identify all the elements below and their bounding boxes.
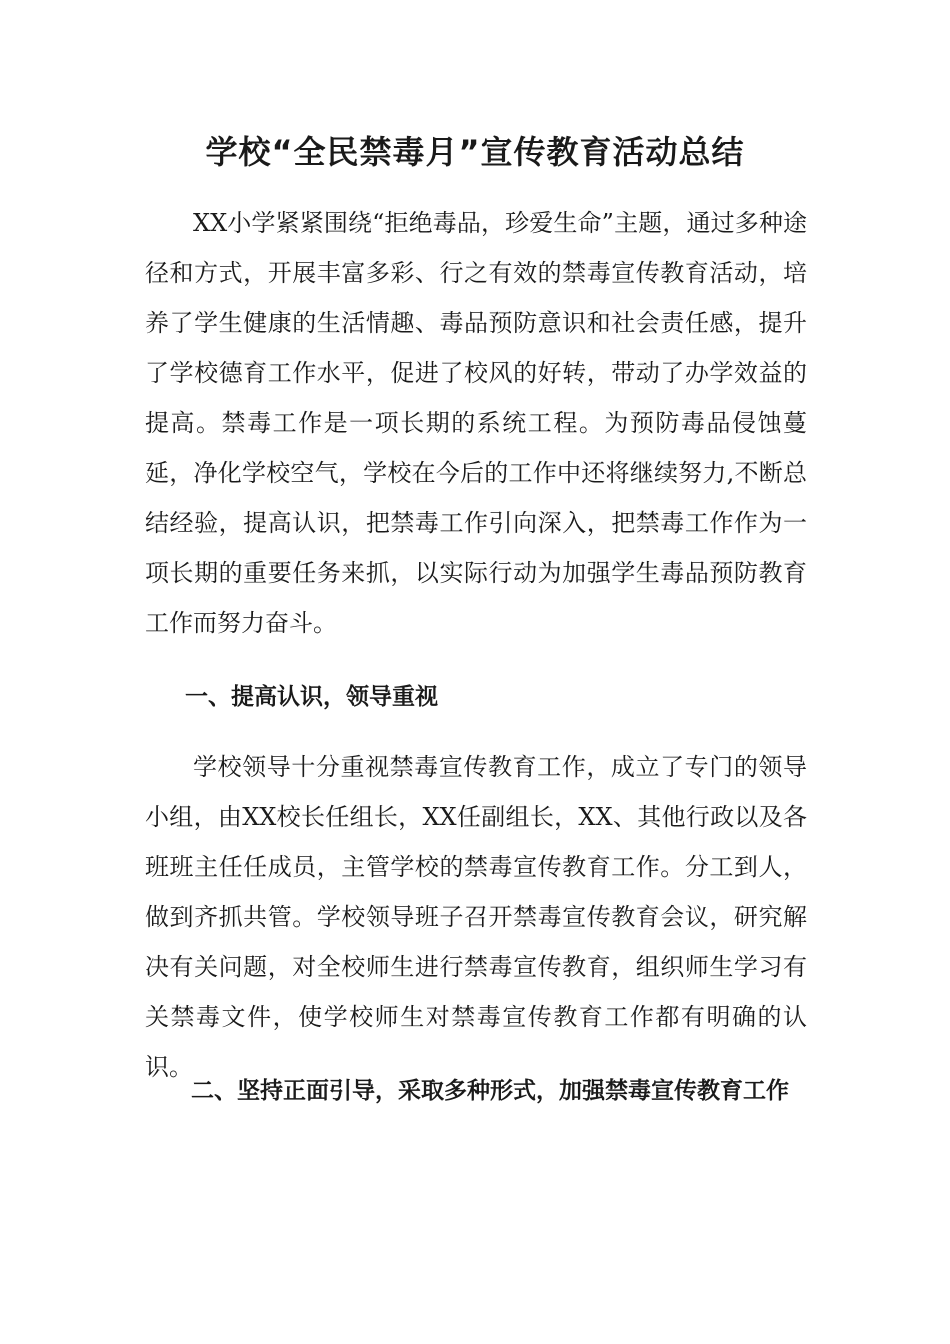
intro-paragraph: XX小学紧紧围绕“拒绝毒品，珍爱生命”主题，通过多种途径和方式，开展丰富多彩、行之有效的禁毒宣传教育活动，培养了学生健康的生活情趣、毒品预防意识和社会责任感，提升了学校德育工作水平，促进了校风的好转，带动了办学效益的提高。禁毒工作是一项长期的系统工程。为预防毒品侵蚀蔓延，净化学校空气，学校在今后的工作中还将继续努力,不断总结经验，提高认识，把禁毒工作引向深入，把禁毒工作作为一项长期的重要任务来抓，以实际行动为加强学生毒品预防教育工作而努力奋斗。 [145, 209, 807, 637]
section-paragraph-1: 学校领导十分重视禁毒宣传教育工作，成立了专门的领导小组，由XX校长任组长，XX任副组长，XX、其他行政以及各班班主任任成员，主管学校的禁毒宣传教育工作。分工到人，做到齐抓共管。学校领导班子召开禁毒宣传教育会议，研究解决有关问题，对全校师生进行禁毒宣传教育，组织师生学习有关禁毒文件，使学校师生对禁毒宣传教育工作都有明确的认识。 [145, 753, 807, 1081]
section-heading-2: 二、坚持正面引导，采取多种形式，加强禁毒宣传教育工作 [191, 1078, 789, 1104]
document-title: 学校“全民禁毒月”宣传教育活动总结 [205, 133, 745, 171]
section-heading-1: 一、提高认识，领导重视 [185, 684, 438, 710]
